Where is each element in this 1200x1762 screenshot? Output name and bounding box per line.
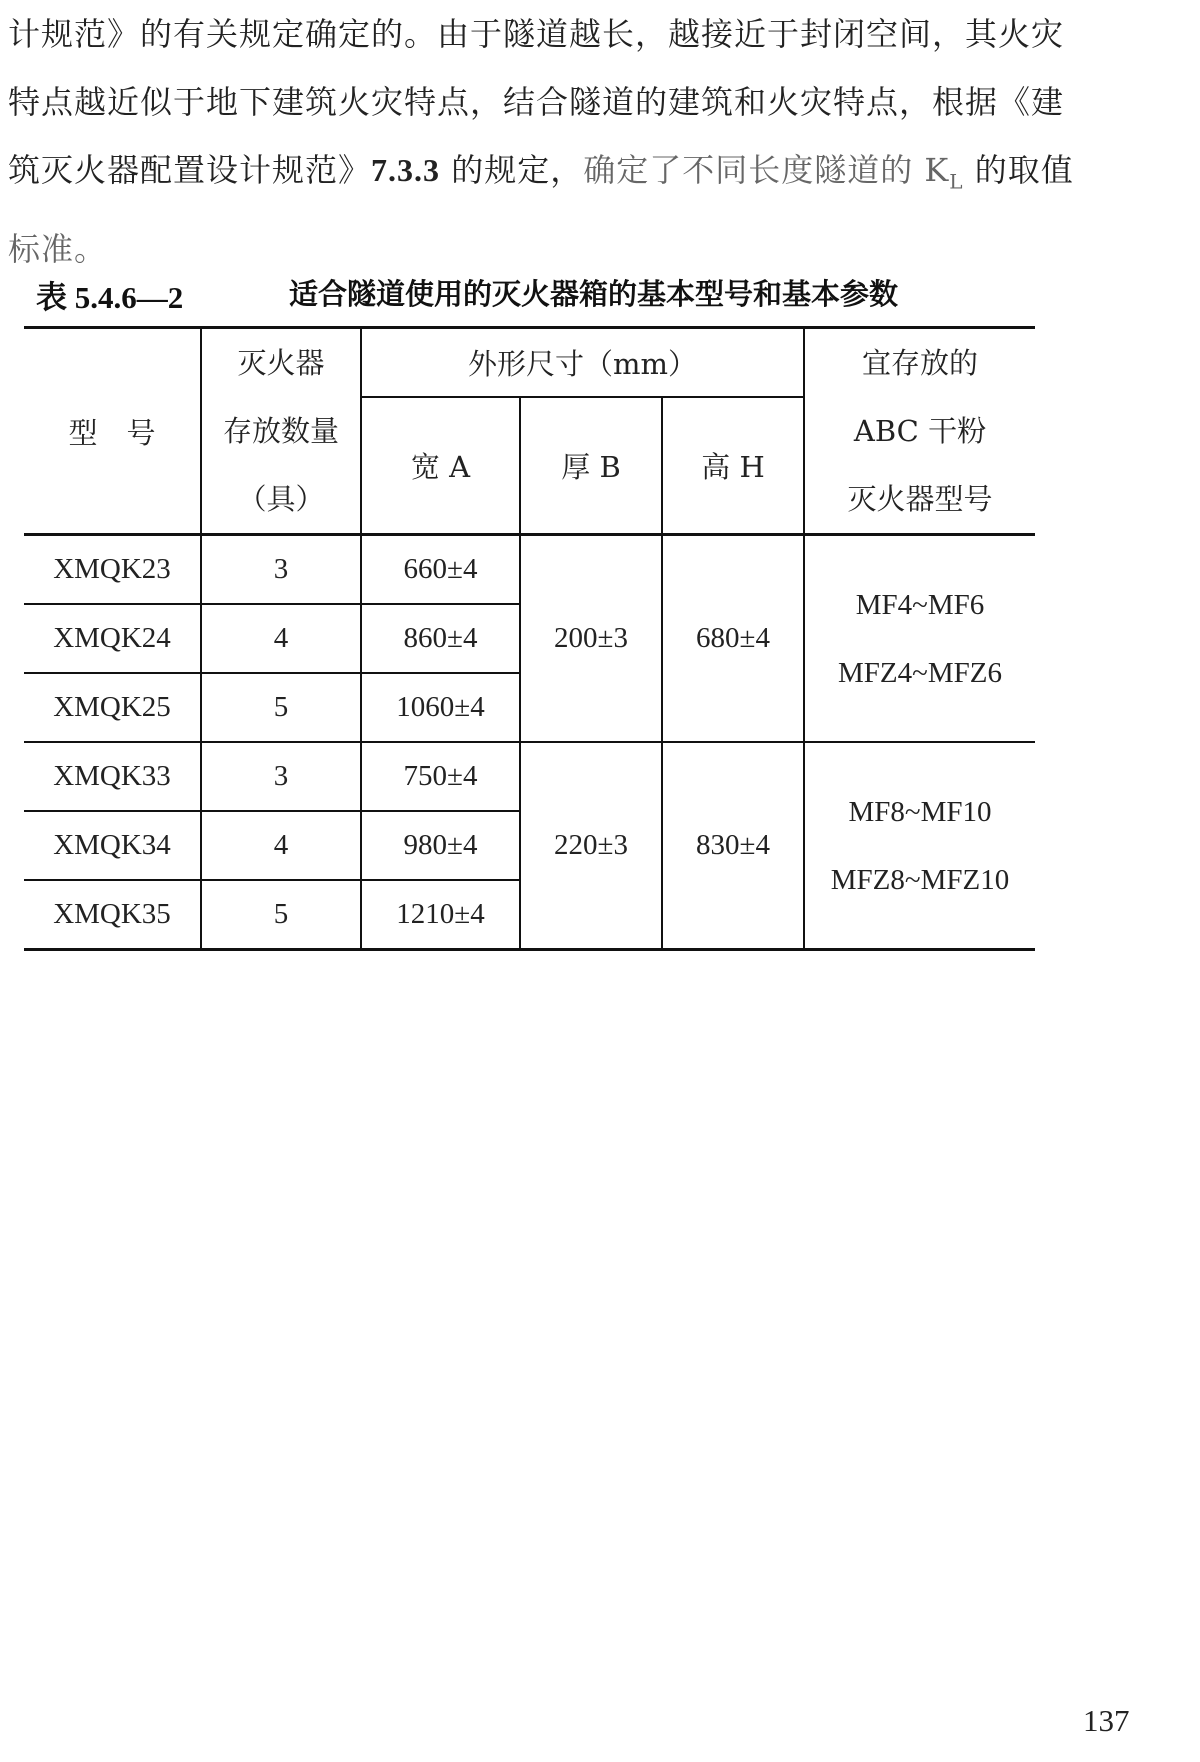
width-cell: 660±4	[361, 535, 520, 605]
header-count-line-1: 灭火器	[237, 346, 325, 380]
count-cell: 4	[201, 811, 361, 880]
count-cell: 5	[201, 673, 361, 742]
body-paragraph	[8, 0, 1168, 283]
paragraph-line-1: 计规范》的有关规定确定的。由于隧道越长，越接近于封闭空间，其火灾	[8, 15, 1065, 53]
width-cell: 980±4	[361, 811, 520, 880]
depth-cell: 220±3	[520, 742, 662, 950]
extinguisher-box-table	[24, 326, 1035, 951]
header-ext-line-2: ABC 干粉	[853, 414, 987, 448]
extinguisher-models-cell	[804, 535, 1035, 743]
header-count	[201, 328, 361, 535]
model-cell: XMQK25	[24, 673, 201, 742]
ext-models-line-2: MFZ4~MFZ6	[838, 656, 1002, 689]
extinguisher-models-cell	[804, 742, 1035, 950]
paragraph-line-2: 特点越近似于地下建筑火灾特点，结合隧道的建筑和火灾特点，根据《建	[8, 83, 1065, 121]
paragraph-line-3-part-a: 筑灭火器配置设计规范》	[8, 151, 372, 189]
count-cell: 3	[201, 742, 361, 811]
ext-models-line-2: MFZ8~MFZ10	[830, 863, 1010, 896]
count-cell: 3	[201, 535, 361, 605]
ext-models-line-1: MF8~MF10	[848, 795, 992, 828]
header-depth-label: 厚 B	[561, 450, 621, 485]
model-cell: XMQK24	[24, 604, 201, 673]
ext-models-line-1: MF4~MF6	[855, 588, 985, 621]
count-cell: 5	[201, 880, 361, 950]
depth-cell: 200±3	[520, 535, 662, 743]
model-cell: XMQK33	[24, 742, 201, 811]
header-width-label: 宽 A	[410, 450, 471, 485]
width-cell: 1060±4	[361, 673, 520, 742]
paragraph-line-4: 标准。	[8, 230, 108, 269]
header-dimensions	[361, 328, 804, 398]
table-row	[24, 535, 1035, 605]
header-height-label: 高 H	[701, 450, 765, 485]
clause-reference: 7.3.3	[371, 152, 441, 188]
paragraph-line-3-part-c: 的规定，	[440, 151, 584, 189]
paragraph-line-3-part-d: 确定了不同长度隧道的 K	[583, 151, 950, 189]
header-depth	[520, 397, 662, 534]
height-cell: 680±4	[662, 535, 804, 743]
width-cell: 1210±4	[361, 880, 520, 950]
header-height	[662, 397, 804, 534]
header-count-line-2: 存放数量	[222, 414, 339, 448]
table-title: 适合隧道使用的灭火器箱的基本型号和基本参数	[289, 277, 899, 311]
header-ext-line-1: 宜存放的	[861, 346, 978, 380]
kl-subscript: L	[949, 169, 964, 194]
width-cell: 750±4	[361, 742, 520, 811]
header-extinguisher-type	[804, 328, 1035, 535]
table-row	[24, 742, 1035, 811]
model-cell: XMQK34	[24, 811, 201, 880]
header-model-label: 型 号	[68, 415, 156, 450]
header-model	[24, 328, 201, 535]
model-cell: XMQK23	[24, 535, 201, 605]
table-number: 表 5.4.6—2	[36, 280, 184, 315]
model-cell: XMQK35	[24, 880, 201, 950]
height-cell: 830±4	[662, 742, 804, 950]
page-number: 137	[1083, 1703, 1130, 1738]
width-cell: 860±4	[361, 604, 520, 673]
header-width	[361, 397, 520, 534]
count-cell: 4	[201, 604, 361, 673]
header-ext-line-3: 灭火器型号	[847, 482, 993, 516]
paragraph-line-3-part-e: 的取值	[963, 151, 1074, 189]
paragraph-line-3	[8, 136, 1168, 215]
header-count-line-3: （具）	[237, 482, 325, 516]
header-dimensions-label: 外形尺寸（mm）	[468, 347, 697, 382]
